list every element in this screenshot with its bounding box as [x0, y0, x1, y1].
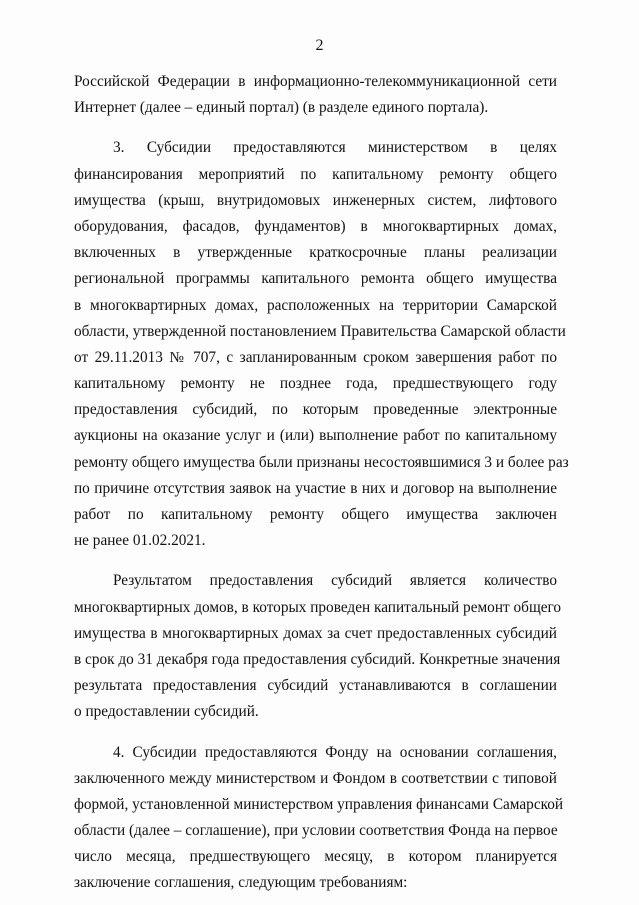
- text-line: имущества в многоквартирных домах за счет предоставленных субсидий: [74, 624, 557, 642]
- text-line: финансирования мероприятий по капитальному ремонту общего: [74, 165, 557, 183]
- text-line: формой, установленной министерством управления финансами Самарской: [74, 795, 564, 813]
- text-line: 4. Субсидии предоставляются Фонду на основании соглашения,: [113, 743, 557, 761]
- text-line: в срок до 31 декабря года предоставления субсидий. Конкретные значения: [74, 650, 561, 668]
- paragraph: [74, 69, 557, 121]
- paragraph-gap: [74, 121, 557, 135]
- page-number: 2: [315, 37, 324, 54]
- text-line: включенных в утвержденные краткосрочные планы реализации: [74, 244, 557, 262]
- text-line: не ранее 01.02.2021.: [74, 532, 206, 550]
- text-line: в многоквартирных домах, расположенных на территории Самарской: [74, 296, 557, 314]
- text-line: региональной программы капитального ремонта общего имущества: [74, 270, 557, 288]
- text-line: Результатом предоставления субсидий является количество: [113, 572, 557, 590]
- paragraph: [74, 568, 562, 725]
- text-line: оборудования, фасадов, фундаментов) в многоквартирных домах,: [74, 217, 557, 235]
- paragraph: [74, 135, 569, 554]
- text-line: заключение соглашения, следующим требованиям:: [74, 874, 408, 892]
- text-line: многоквартирных домов, в которых проведен капитальный ремонт общего: [74, 598, 562, 616]
- text-line: число месяца, предшествующего месяцу, в котором планируется: [74, 848, 557, 866]
- document-body: [74, 69, 569, 897]
- text-line: по причине отсутствия заявок на участие в них и договор на выполнение: [74, 479, 557, 497]
- text-line: 3. Субсидии предоставляются министерством в целях: [113, 139, 557, 157]
- text-line: имущества (крыш, внутридомовых инженерных систем, лифтового: [74, 191, 557, 209]
- text-line: области (далее – соглашение), при условии соответствия Фонда на первое: [74, 822, 558, 840]
- text-line: аукционы на оказание услуг и (или) выполнение работ по капитальному: [74, 427, 557, 445]
- text-line: о предоставлении субсидий.: [74, 703, 259, 721]
- text-line: результата предоставления субсидий устанавливаются в соглашении: [74, 677, 557, 695]
- text-line: Российской Федерации в информационно-телекоммуникационной сети: [74, 73, 557, 90]
- text-line: Интернет (далее – единый портал) (в разделе единого портала).: [74, 99, 489, 117]
- text-line: области, утвержденной постановлением Правительства Самарской области: [74, 322, 566, 340]
- text-line: ремонту общего имущества были признаны несостоявшимися 3 и более раз: [74, 453, 569, 471]
- text-line: заключенного между министерством и Фондом в соответствии с типовой: [74, 769, 557, 787]
- text-line: предоставления субсидий, по которым проведенные электронные: [74, 401, 557, 419]
- paragraph: [74, 740, 564, 897]
- text-line: работ по капитальному ремонту общего имущества заключен: [74, 506, 557, 523]
- text-line: от 29.11.2013 № 707, с запланированным сроком завершения работ по: [74, 348, 557, 366]
- paragraph-gap: [74, 554, 557, 568]
- paragraph-gap: [74, 726, 557, 740]
- text-line: капитальному ремонту не позднее года, предшествующего году: [74, 375, 557, 393]
